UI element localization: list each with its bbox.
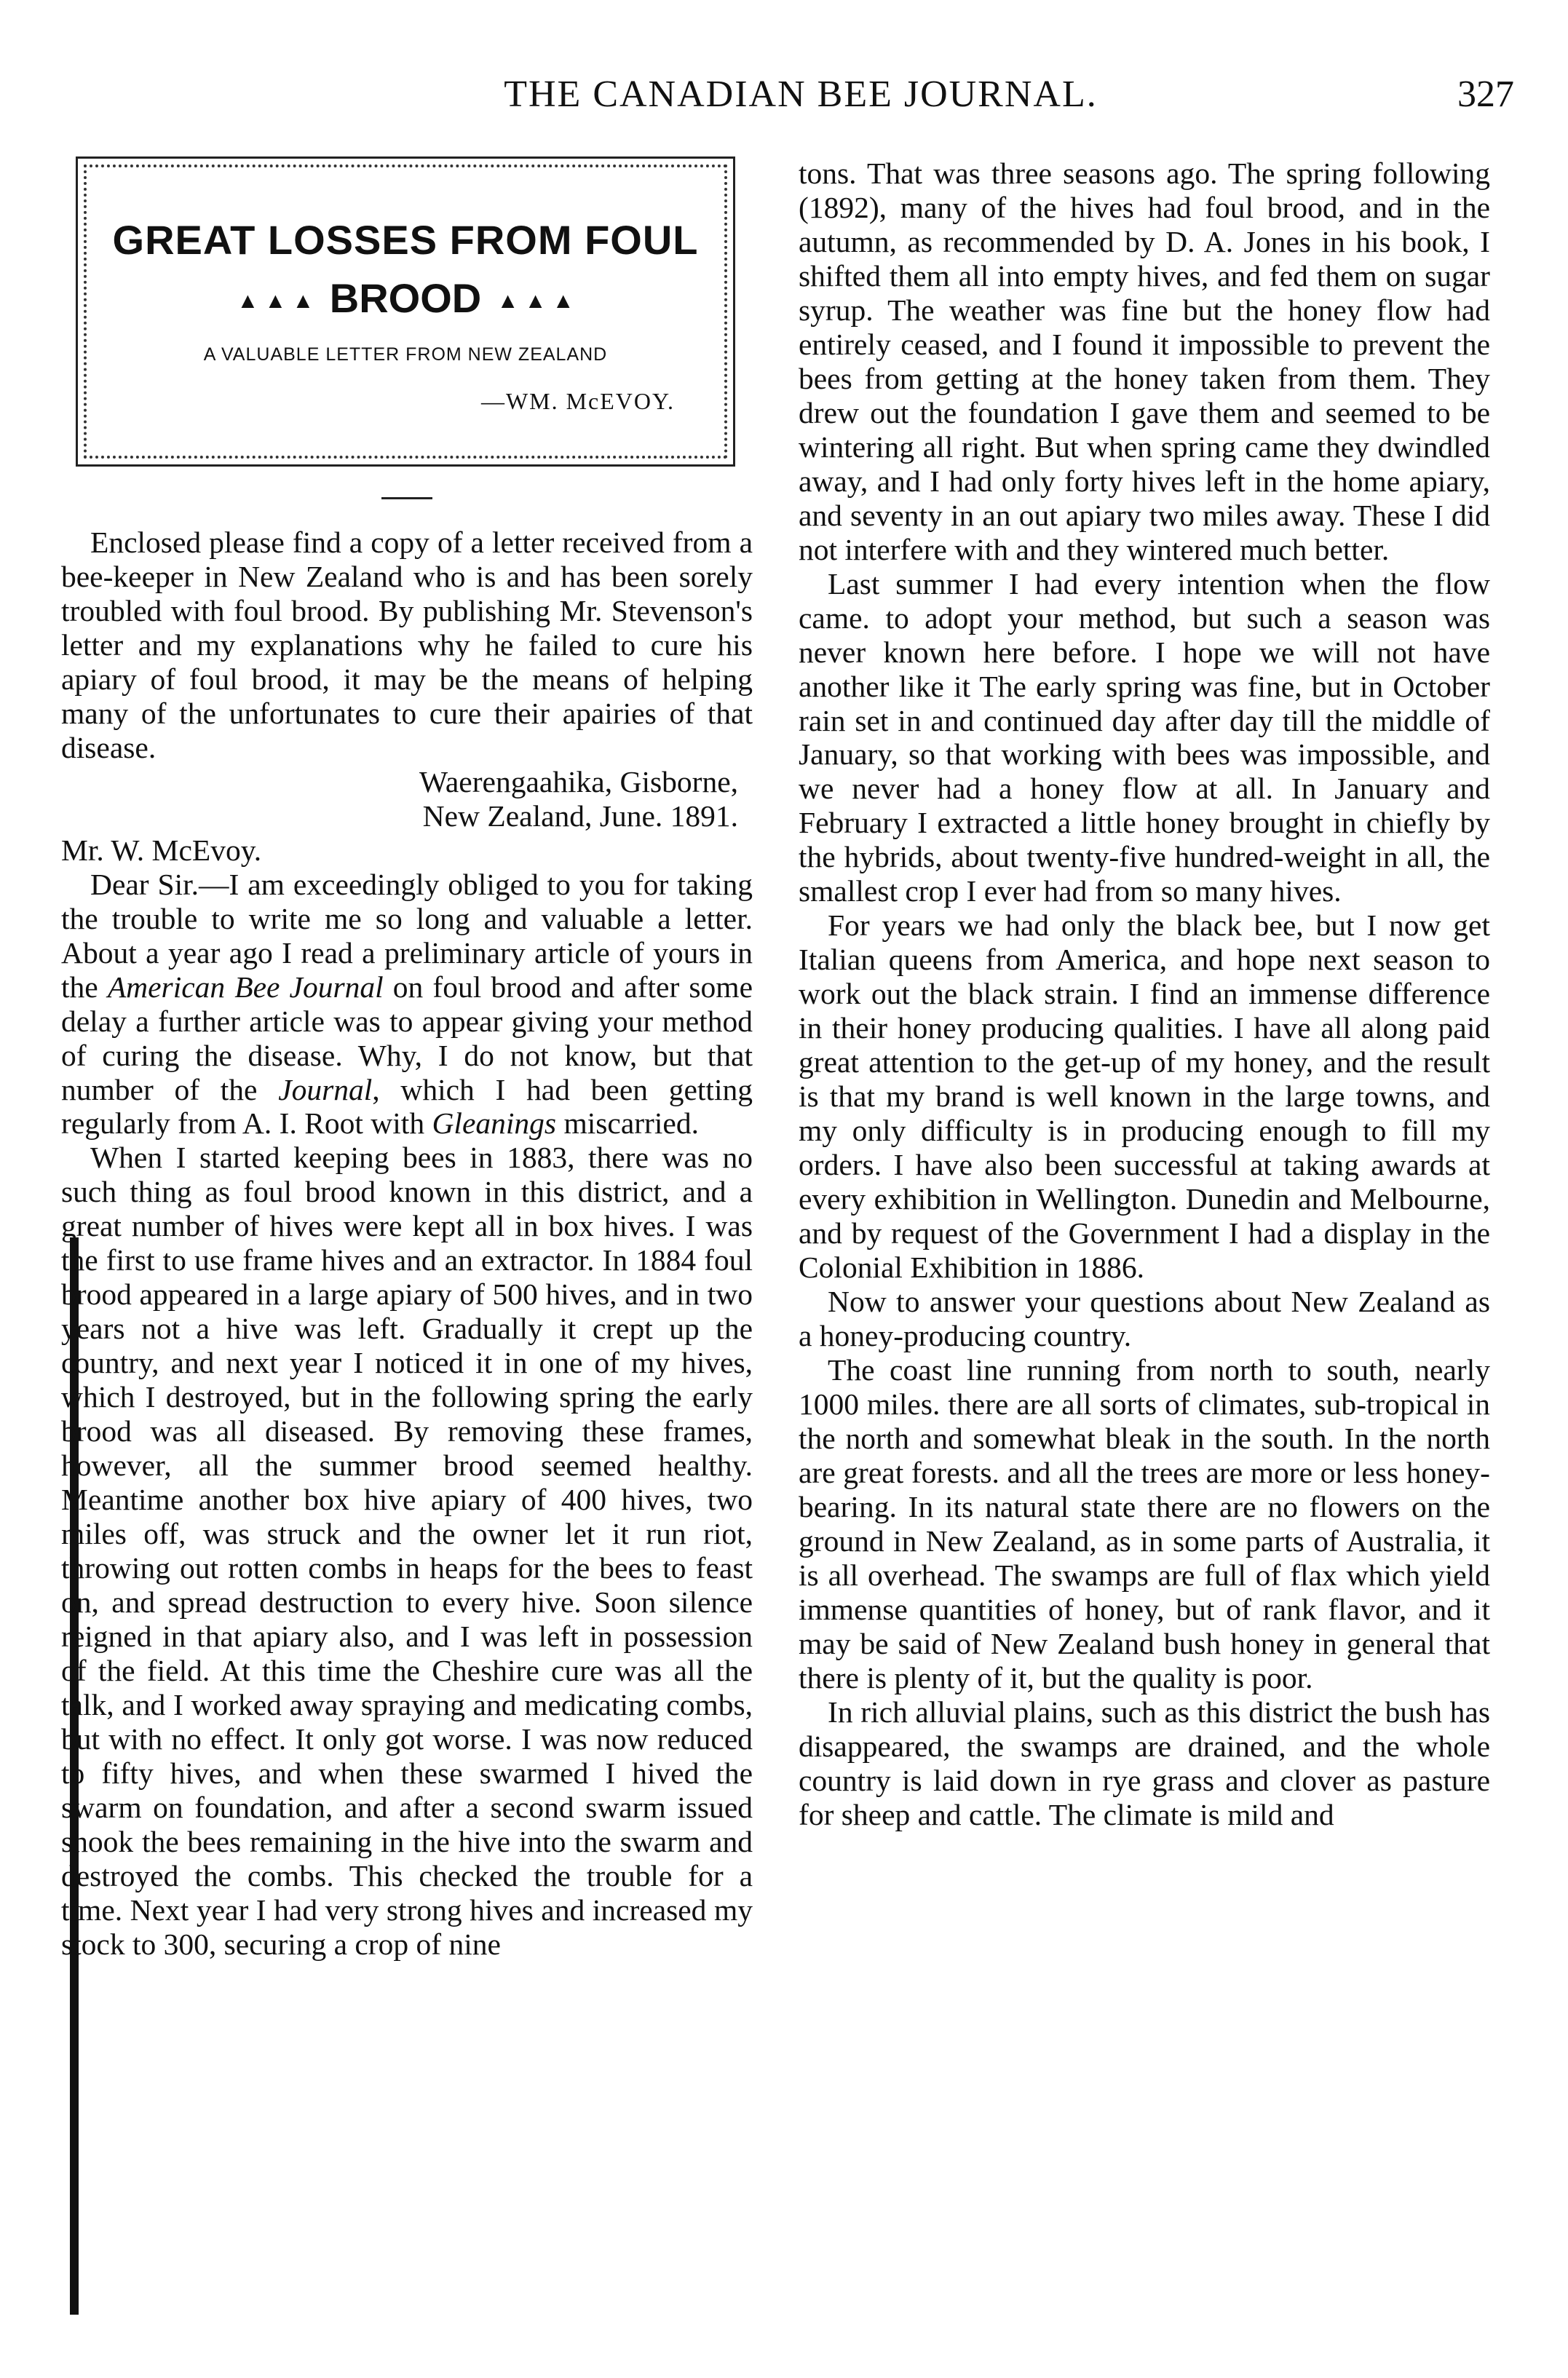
letter-paragraph-5: Now to answer your questions about New Zealand as a honey-producing country. — [799, 1284, 1490, 1352]
gleanings-italic: Gleanings — [432, 1106, 557, 1141]
text-run: on foul brood and after some delay a further article was to appear giving your method of curing the disease. Why, I do not know, but that number of the — [61, 970, 753, 1106]
article-caption: A VALUABLE LETTER FROM NEW ZEALAND — [203, 344, 608, 365]
intro-paragraph: Enclosed please find a copy of a letter received from a bee-keeper in New Zealand who is and has been sorely troubled with foul brood. By publishing Mr. Stevenson's letter and my explanations why he failed to cure his apiary of foul brood, it may be the means of helping many of the unfortunates to cure their apairies of that disease. — [61, 526, 753, 764]
letter-paragraph-2: When I started keeping bees in 1883, there was no such thing as foul brood known in this district, and a great number of hives were kept all in box hives. I was the first to use frame hives and an extractor. In 1884 foul brood appeared in a large apiary of 500 hives, and in two years not a hive was left. Gradually it crept up the country, and next year I noticed it in one of my hives, which I destroyed, but in the following spring the early brood was all diseased. By removing these frames, however, all the summer brood seemed healthy. Meantime another box hive apiary of 400 hives, two miles off, was struck and the owner let it run riot, throwing out rotten combs in heaps for the bees to feast on, and spread destruction to every hive. Soon silence reigned in that apiary also, and I was left in possession of the field. At this time the Cheshire cure was all the talk, and I worked away spraying and medicating combs, but with no effect. It only got worse. I was now reduced to fifty hives, and when these swarmed I hived the swarm on foundation, and after a second swarm issued shook the bees remaining in the hive into the swarm and destroyed the combs. This checked the trouble for a time. Next year I had very strong hives and increased my stock to 300, securing a crop of nine — [61, 1141, 753, 1961]
section-divider — [381, 497, 432, 499]
running-head — [87, 73, 1514, 124]
article-byline: —WM. McEVOY. — [480, 388, 675, 414]
page-number: 327 — [1457, 74, 1514, 115]
left-column — [61, 156, 753, 1962]
letter-paragraph-4: For years we had only the black bee, but I now get Italian queens from America, and hope next season to work out the black strain. I find an immense difference in their honey producing qualities. I have all along paid great attention to the get-up of my honey, and the result is that my brand is well known in the large towns, and my only difficulty is in producing enough to fill my orders. I have also been successful at taking awards at every exhibition in Wellington. Dunedin and Melbourne, and by request of the Government I had a display in the Colonial Exhibition in 1886. — [799, 908, 1490, 1284]
letter-paragraph-6: The coast line running from north to south, nearly 1000 miles. there are all sorts of climates, sub-tropical in the north and somewhat bleak in the south. In the north are great forests. and all the trees are more or less honey-bearing. In its natural state there are no flowers on the ground in New Zealand, as in some parts of Australia, it is all overhead. The swamps are full of flax which yield immense quantities of honey, but of rank flavor, and it may be said of New Zealand bush honey in general that there is plenty of it, but the quality is poor. — [799, 1352, 1490, 1695]
letter-place-line-2: New Zealand, June. 1891. — [422, 798, 738, 833]
text-run: Dear Sir.—I am exceedingly obliged to you for taking the trouble to write me so long and valuable a letter. About a year ago I read a preliminary article of yours in the — [61, 867, 753, 1004]
letter-paragraph-1 — [61, 868, 753, 1141]
article-heading: GREAT LOSSES FROM FOUL — [112, 217, 699, 263]
journal-name-italic: American Bee Journal — [107, 970, 384, 1004]
letter-paragraph-3: Last summer I had every intention when the flow came. to adopt your method, but such a season was never known here before. I hope we will not have another like it The early spring was fine, but in October rain set in and continued day after day till the middle of January, so that working with bees was impossible, and we never had a honey flow at all. In January and February I extracted a little honey brought in chiefly by the hybrids, about twenty-five hundred-weight in all, the smallest crop I ever had from so many hives. — [799, 566, 1490, 908]
article-title-box — [76, 156, 735, 467]
text-run: , which I had been getting regularly from A. I. Root with — [61, 1072, 753, 1141]
letter-paragraph-7: In rich alluvial plains, such as this district the bush has disappeared, the swamps are drained, and the whole country is laid down in rye grass and clover as pasture for sheep and cattle. The climate is mild and — [799, 1695, 1490, 1831]
triangle-ornament-icon: ▲ ▲ ▲ — [237, 289, 314, 314]
triangle-ornament-icon: ▲ ▲ ▲ — [496, 289, 574, 314]
article-subheading-row — [78, 275, 733, 321]
journal-title: THE CANADIAN BEE JOURNAL. — [504, 74, 1098, 115]
letter-place-line-1: Waerengaahika, Gisborne, — [419, 764, 738, 798]
article-subheading: BROOD — [329, 275, 482, 321]
journal-name-italic: Journal — [278, 1072, 373, 1106]
text-run: miscarried. — [556, 1106, 699, 1141]
letter-paragraph-2-cont: tons. That was three seasons ago. The spring following (1892), many of the hives had foul brood, and in the autumn, as recommended by D. A. Jones in his book, I shifted them all into empty hives, and fed them on sugar syrup. The weather was fine but the honey flow had entirely ceased, and I found it impossible to prevent the bees from getting at the honey taken from them. They drew out the foundation I gave them and seemed to be wintering all right. But when spring came they dwindled away, and I had only forty hives left in the home apiary, and seventy in an out apiary two miles away. These I did not interfere with and they wintered much better. — [799, 156, 1490, 566]
right-column — [799, 156, 1490, 1831]
letter-addressee: Mr. W. McEvoy. — [61, 833, 262, 867]
